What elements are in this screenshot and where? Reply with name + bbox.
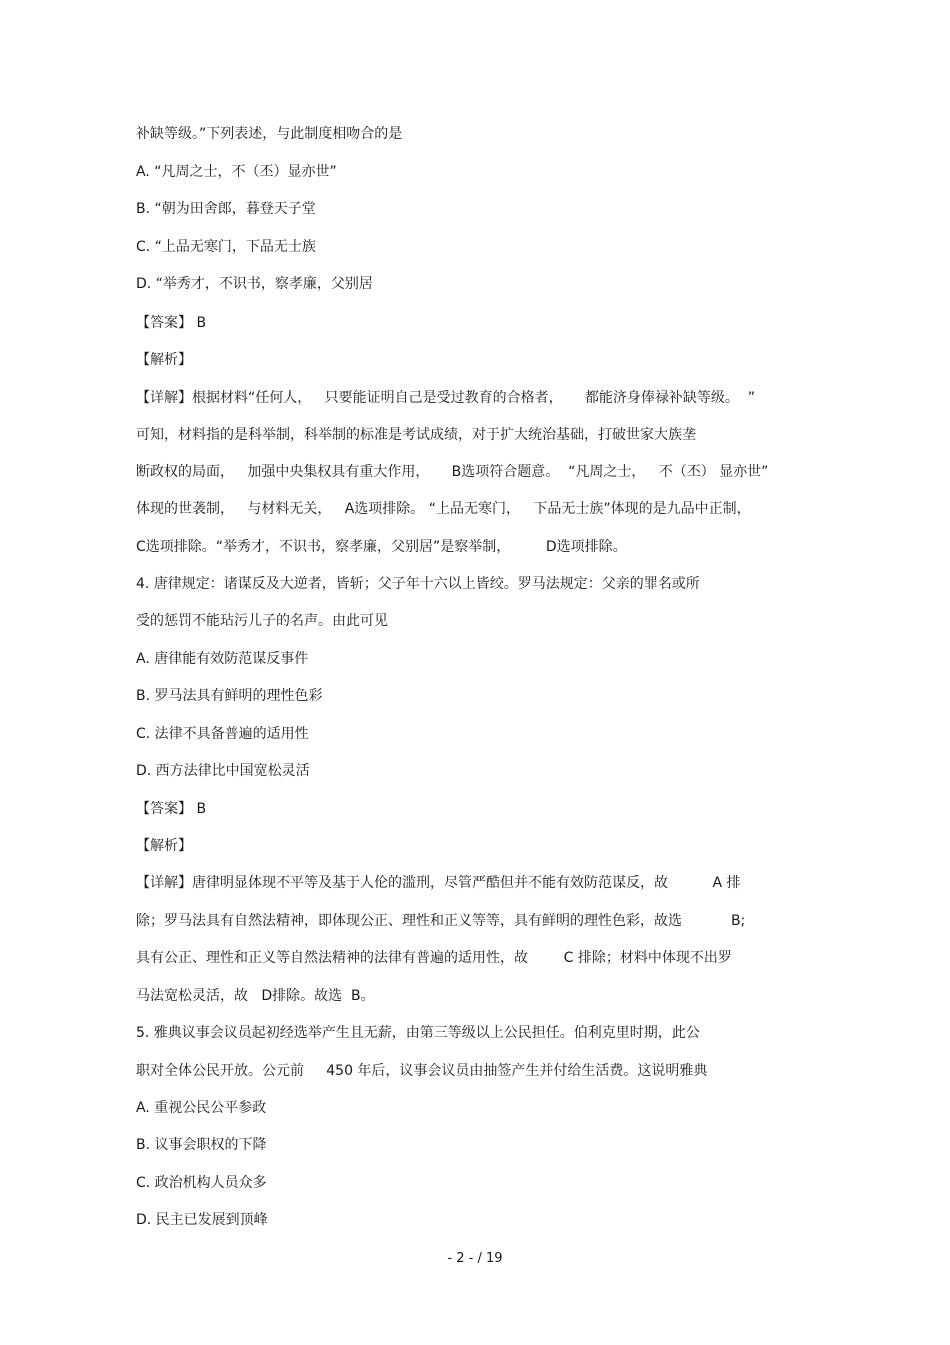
question-5: 5. 雅典议事会议员起初经选举产生且无薪，由第三等级以上公民担任。伯利克里时期，此公 bbox=[136, 1025, 700, 1041]
explanation-line: 除；罗马法具有自然法精神，即体现公正、理性和正义等等，具有鲜明的理性色彩，故选 B; bbox=[136, 913, 746, 929]
explanation-line: 可知，材料指的是科举制，科举制的标准是考试成绩，对于扩大统治基础，打破世家大族垄 bbox=[136, 427, 696, 443]
option-a: A. 重视公民公平参政 bbox=[136, 1100, 267, 1116]
option-b: B. “朝为田舍郎，暮登天子堂 bbox=[136, 201, 316, 217]
option-d: D. 西方法律比中国宽松灵活 bbox=[136, 763, 310, 779]
analysis-label: 【解析】 bbox=[136, 838, 192, 854]
option-a: A. 唐律能有效防范谋反事件 bbox=[136, 651, 309, 667]
explanation-line: 体现的世袭制， 与材料无关， A选项排除。 “上品无寒门， 下品无士族”体现的是九品中正制， bbox=[136, 501, 751, 517]
page-number: - 2 - / 19 bbox=[447, 1251, 503, 1266]
option-c: C. 法律不具备普遍的适用性 bbox=[136, 726, 309, 742]
option-b: B. 罗马法具有鲜明的理性色彩 bbox=[136, 688, 323, 704]
explanation-line: 【详解】唐律明显体现不平等及基于人伦的滥刑，尽管严酷但并不能有效防范谋反，故 A 排 bbox=[136, 875, 741, 891]
option-b: B. 议事会职权的下降 bbox=[136, 1137, 267, 1153]
explanation-line: 马法宽松灵活，故 D排除。故选 B。 bbox=[136, 988, 375, 1004]
explanation-line: 具有公正、理性和正义等自然法精神的法律有普遍的适用性，故 C 排除；材料中体现不出罗 bbox=[136, 950, 732, 966]
question-4: 4. 唐律规定：诸谋反及大逆者，皆斩；父子年十六以上皆绞。罗马法规定：父亲的罪名或所 bbox=[136, 576, 700, 592]
question-5: 职对全体公民开放。公元前 450 年后，议事会议员由抽签产生并付给生活费。这说明雅典 bbox=[136, 1063, 708, 1079]
option-c: C. 政治机构人员众多 bbox=[136, 1175, 267, 1191]
answer-label: 【答案】 B bbox=[136, 315, 207, 331]
option-d: D. 民主已发展到顶峰 bbox=[136, 1212, 268, 1228]
explanation-line: 【详解】根据材料“任何人， 只要能证明自己是受过教育的合格者， 都能济身俸禄补缺等级。 ” bbox=[136, 390, 756, 406]
explanation-line: 断政权的局面， 加强中央集权具有重大作用， B选项符合题意。 “凡周之士， 不（丕） 显亦世” bbox=[136, 464, 769, 480]
explanation-line: C选项排除。“举秀才，不识书，察孝廉，父别居”是察举制， D选项排除。 bbox=[136, 539, 627, 555]
answer-label: 【答案】 B bbox=[136, 801, 207, 817]
option-d: D. “举秀才，不识书，察孝廉，父别居 bbox=[136, 276, 373, 292]
option-c: C. “上品无寒门，下品无士族 bbox=[136, 239, 316, 255]
question-4: 受的惩罚不能玷污儿子的名声。由此可见 bbox=[136, 613, 388, 629]
analysis-label: 【解析】 bbox=[136, 352, 192, 368]
text-line: 补缺等级。”下列表述，与此制度相吻合的是 bbox=[136, 126, 403, 142]
option-a: A. “凡周之士，不（丕）显亦世” bbox=[136, 164, 337, 180]
